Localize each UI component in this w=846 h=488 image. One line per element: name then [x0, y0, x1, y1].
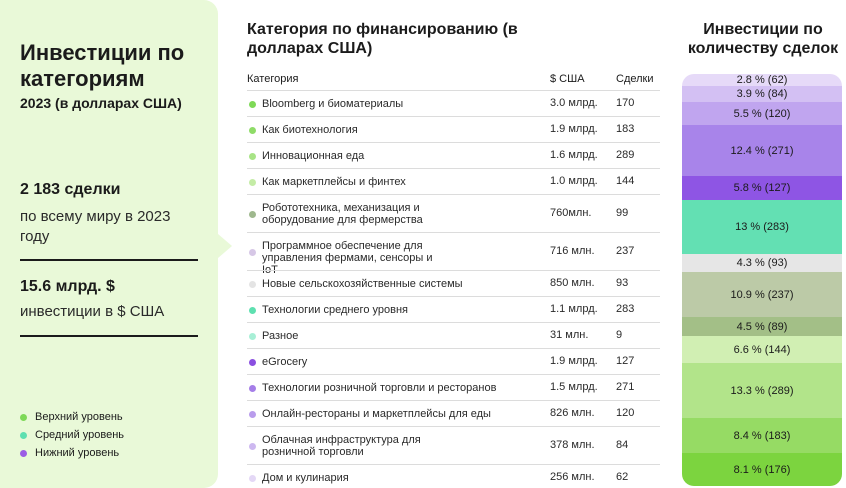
bar-segment [682, 200, 842, 254]
segment-label: 5.8 % (127) [733, 182, 791, 194]
category-dot [249, 411, 256, 418]
bar-segment [682, 254, 842, 272]
funding-usd: 1.0 млрд. [550, 175, 598, 187]
category-name: Робототехника, механизация и оборудование для фермерства [262, 202, 423, 226]
table-row [247, 400, 660, 426]
deal-count: 62 [616, 471, 629, 483]
funding-usd: 1.6 млрд. [550, 149, 598, 161]
investment-total: 15.6 млрд. $ [20, 278, 115, 295]
category-dot [249, 385, 256, 392]
deal-count: 120 [616, 407, 635, 419]
segment-label: 2.8 % (62) [736, 74, 788, 86]
header-category: Категория [247, 73, 299, 85]
bar-segment [682, 102, 842, 125]
summary-divider [20, 259, 198, 261]
legend-item [20, 444, 124, 462]
deal-count: 99 [616, 207, 629, 219]
deals-description: по всему миру в 2023 году [20, 208, 171, 245]
category-dot [249, 359, 256, 366]
table-row [247, 270, 660, 296]
summary-title: Инвестиции по категориям [20, 40, 185, 91]
segment-label: 12.4 % (271) [730, 144, 794, 157]
bar-segment [682, 453, 842, 486]
funding-usd: 31 млн. [550, 329, 589, 341]
category-dot [249, 153, 256, 160]
table-title: Категория по финансированию (в долларах США) [247, 21, 518, 57]
funding-usd: 760млн. [550, 207, 592, 219]
deal-count: 170 [616, 97, 635, 109]
segment-label: 8.1 % (176) [733, 463, 791, 476]
segment-label: 13 % (283) [735, 221, 789, 233]
segment-label: 4.3 % (93) [736, 257, 788, 269]
deal-count: 283 [616, 303, 635, 315]
funding-usd: 3.0 млрд. [550, 97, 598, 109]
table-row [247, 322, 660, 348]
legend-item [20, 408, 124, 426]
deal-count: 127 [616, 355, 635, 367]
category-name: Bloomberg и биоматериалы [262, 98, 404, 110]
bar-segment [682, 336, 842, 363]
legend-dot [20, 450, 27, 457]
investment-description: инвестиции в $ США [20, 303, 165, 320]
category-dot [249, 475, 256, 482]
deals-stacked-bar [682, 74, 842, 486]
deal-count: 9 [616, 329, 623, 341]
category-name: Технологии среднего уровня [262, 304, 408, 316]
deal-count: 289 [616, 149, 635, 161]
header-deals: Сделки [616, 73, 654, 85]
table-row [247, 464, 660, 488]
category-name: Разное [262, 330, 299, 342]
category-dot [249, 307, 256, 314]
category-dot [249, 281, 256, 288]
funding-usd: 1.5 млрд. [550, 381, 598, 393]
funding-usd: 826 млн. [550, 407, 595, 419]
category-dot [249, 249, 256, 256]
bar-segment [682, 363, 842, 418]
funding-usd: 1.1 млрд. [550, 303, 598, 315]
category-name: Облачная инфраструктура для розничной торговли [262, 434, 421, 458]
category-name: Программное обеспечение для управления фермами, сенсоры и IoT [262, 240, 433, 276]
legend-label: Средний уровень [35, 429, 125, 441]
funding-usd: 378 млн. [550, 439, 595, 451]
category-name: Инновационная еда [262, 150, 365, 162]
category-name: Технологии розничной торговли и ресторанов [262, 382, 497, 394]
segment-label: 4.5 % (89) [736, 320, 788, 333]
category-name: eGrocery [262, 356, 308, 368]
summary-subtitle: 2023 (в долларах США) [20, 95, 182, 111]
deal-count: 183 [616, 123, 635, 135]
segment-label: 10.9 % (237) [730, 288, 794, 301]
segment-label: 8.4 % (183) [733, 429, 791, 442]
summary-divider [20, 335, 198, 337]
segment-label: 6.6 % (144) [733, 343, 791, 356]
bar-title: Инвестиции по количеству сделок [687, 21, 839, 57]
table-row [247, 90, 660, 116]
panel-pointer [218, 234, 232, 258]
category-name: Новые сельскохозяйственные системы [262, 278, 463, 290]
header-usd: $ США [550, 73, 585, 85]
legend-dot [20, 414, 27, 421]
legend-label: Нижний уровень [35, 447, 120, 459]
table-row [247, 348, 660, 374]
summary-panel [0, 0, 218, 488]
category-dot [249, 333, 256, 340]
bar-segment [682, 418, 842, 453]
table-row [247, 374, 660, 400]
table-row [247, 232, 660, 276]
funding-usd: 1.9 млрд. [550, 123, 598, 135]
legend-label: Верхний уровень [35, 411, 123, 423]
category-dot [249, 211, 256, 218]
table-row [247, 142, 660, 168]
deal-count: 271 [616, 381, 635, 393]
deal-count: 144 [616, 175, 635, 187]
table-row [247, 296, 660, 322]
deal-count: 237 [616, 245, 635, 257]
category-name: Онлайн-рестораны и маркетплейсы для еды [262, 408, 491, 420]
table-row [247, 426, 660, 464]
bar-segment [682, 317, 842, 336]
category-dot [249, 443, 256, 450]
bar-segment [682, 272, 842, 317]
category-dot [249, 179, 256, 186]
category-name: Как маркетплейсы и финтех [262, 176, 406, 188]
segment-label: 13.3 % (289) [730, 384, 794, 397]
segment-label: 5.5 % (120) [733, 107, 791, 120]
table-row [247, 168, 660, 194]
deals-count: 2 183 сделки [20, 181, 121, 198]
bar-segment [682, 86, 842, 102]
table-row [247, 116, 660, 142]
funding-table [247, 90, 660, 488]
bar-segment [682, 176, 842, 200]
bar-segment [682, 74, 842, 86]
funding-usd: 850 млн. [550, 277, 595, 289]
category-dot [249, 127, 256, 134]
bar-segment [682, 125, 842, 176]
deal-count: 93 [616, 277, 629, 289]
legend-dot [20, 432, 27, 439]
category-name: Как биотехнология [262, 124, 358, 136]
funding-usd: 256 млн. [550, 471, 595, 483]
tier-legend [20, 408, 124, 462]
table-row [247, 194, 660, 232]
funding-usd: 716 млн. [550, 245, 595, 257]
table-header [247, 72, 660, 90]
category-dot [249, 101, 256, 108]
segment-label: 3.9 % (84) [736, 88, 788, 100]
deal-count: 84 [616, 439, 629, 451]
legend-item [20, 426, 124, 444]
category-name: Дом и кулинария [262, 472, 349, 484]
funding-usd: 1.9 млрд. [550, 355, 598, 367]
